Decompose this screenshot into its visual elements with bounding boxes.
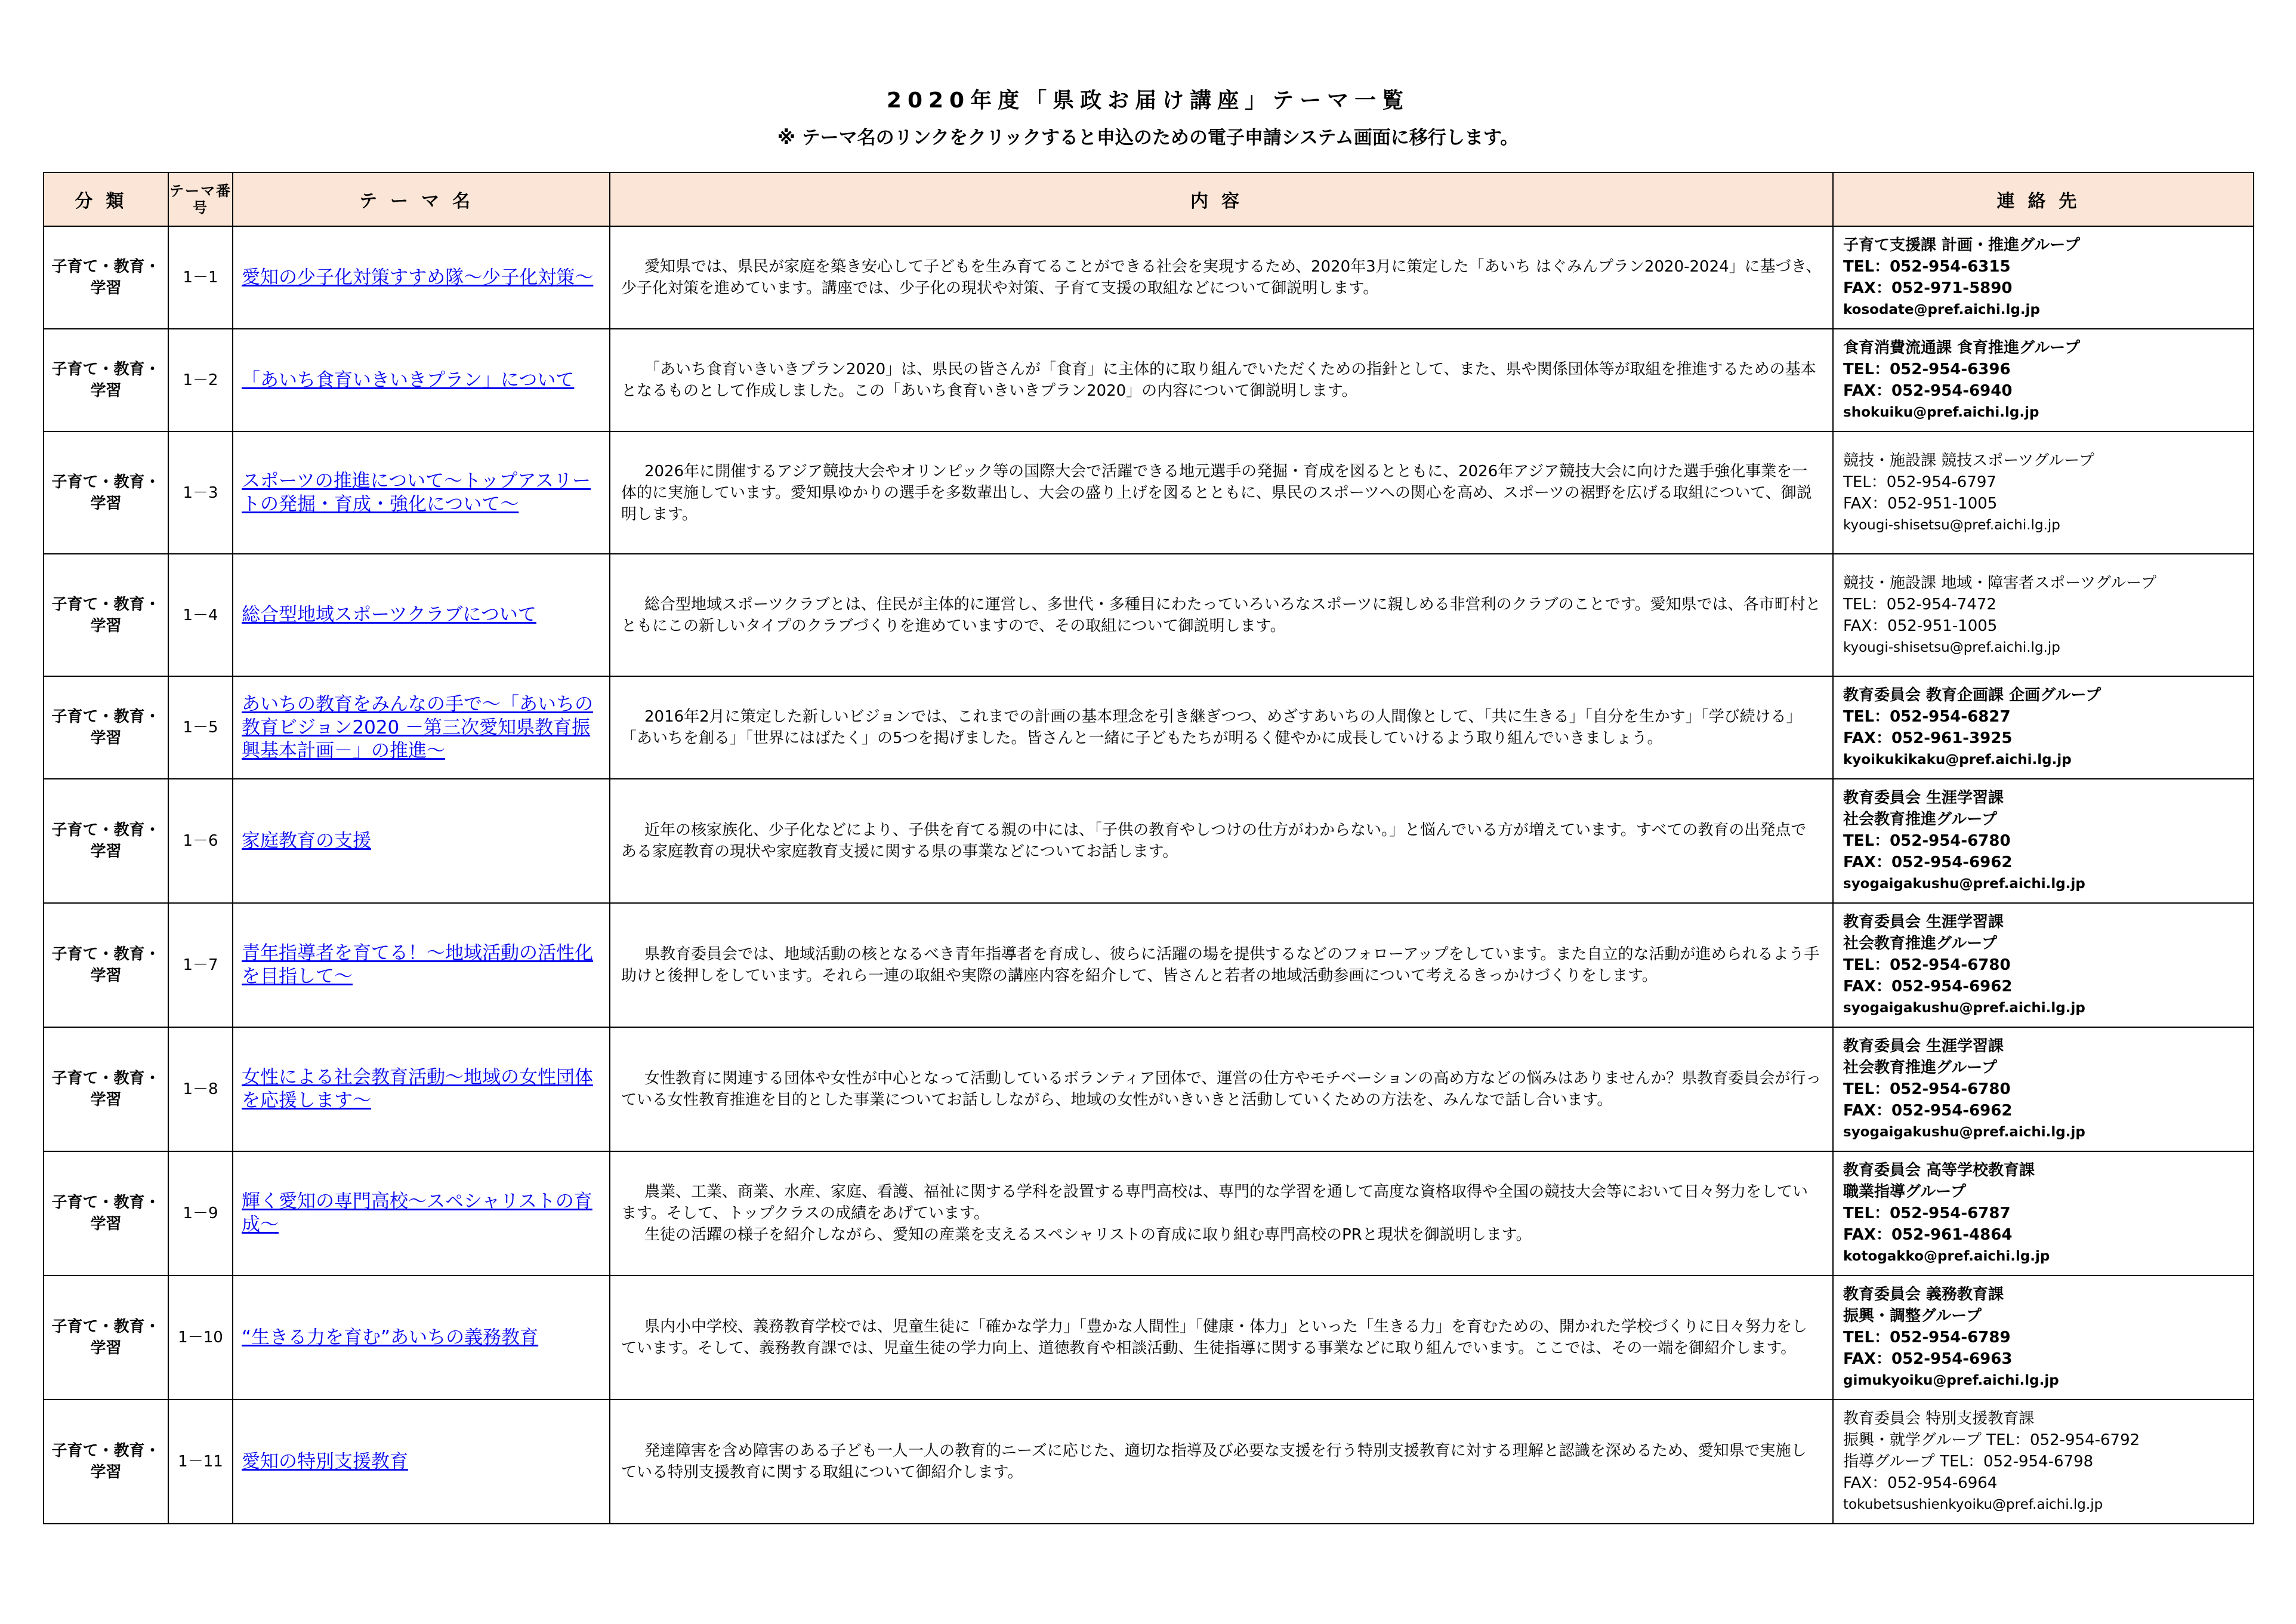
theme-number: 1－8 <box>168 1027 233 1151</box>
contact-email: syogaigakushu@pref.aichi.lg.jp <box>1843 1124 2085 1140</box>
theme-number: 1－1 <box>168 226 233 329</box>
category-cell: 子育て・教育・学習 <box>44 1027 168 1151</box>
header-number: テーマ番号 <box>168 172 233 226</box>
contact-dept: 教育委員会 生涯学習課 <box>1843 789 2004 807</box>
contact-tel: TEL：052-954-7472 <box>1843 595 1996 614</box>
category-cell: 子育て・教育・学習 <box>44 779 168 903</box>
header-theme: テーマ名 <box>233 172 610 226</box>
contact-cell <box>1833 903 2254 1027</box>
page-note: ※ テーマ名のリンクをクリックすると申込のための電子申請システム画面に移行します。 <box>777 127 1519 149</box>
contact-fax: FAX：052-951-1005 <box>1843 617 1998 635</box>
contact-group: 社会教育推進グループ <box>1843 811 1997 828</box>
content-text: 発達障害を含め障害のある子ども一人一人の教育的ニーズに応じた、適切な指導及び必要な支援を行う特別支援教育に対する理解と認識を深めるため、愛知県で実施している特別支援教育に関する取組について御紹介します。 <box>621 1442 1807 1481</box>
theme-cell <box>233 226 610 329</box>
contact-cell <box>1833 226 2254 329</box>
category-cell: 子育て・教育・学習 <box>44 1275 168 1400</box>
theme-number: 1－4 <box>168 554 233 676</box>
theme-link[interactable]: 青年指導者を育てる！～地域活動の活性化を目指して～ <box>242 942 593 987</box>
content-cell <box>610 1151 1833 1275</box>
header-contact: 連絡先 <box>1833 172 2254 226</box>
table-row <box>44 1400 2254 1524</box>
theme-cell <box>233 329 610 432</box>
content-text: 女性教育に関連する団体や女性が中心となって活動しているボランティア団体で、運営の仕方やモチベーションの高め方などの悩みはありませんか？県教育委員会が行っている女性教育推進を目的とした事業についてお話ししながら、地域の女性がいきいきと活動していくための方法を、みんなで話し合います。 <box>621 1070 1822 1109</box>
contact-tel: TEL：052-954-6780 <box>1843 1080 2011 1098</box>
table-row <box>44 1275 2254 1400</box>
theme-link[interactable]: 愛知の少子化対策すすめ隊～少子化対策～ <box>242 266 594 288</box>
content-cell <box>610 226 1833 329</box>
table-row <box>44 432 2254 554</box>
contact-fax: FAX：052-954-6964 <box>1843 1474 1998 1492</box>
theme-cell <box>233 1275 610 1400</box>
theme-cell <box>233 676 610 779</box>
table-header-row <box>44 172 2254 226</box>
category-cell: 子育て・教育・学習 <box>44 1151 168 1275</box>
contact-tel: TEL：052-954-6797 <box>1843 473 1996 491</box>
contact-tel: TEL：052-954-6789 <box>1843 1329 2011 1346</box>
contact-tel: TEL：052-954-6315 <box>1843 258 2011 276</box>
contact-cell <box>1833 554 2254 676</box>
theme-link[interactable]: 女性による社会教育活動～地域の女性団体を応援します～ <box>242 1067 593 1111</box>
contact-fax: FAX：052-954-6963 <box>1843 1350 2013 1368</box>
contact-dept: 教育委員会 教育企画課 企画グループ <box>1843 686 2101 704</box>
header-category: 分類 <box>44 172 168 226</box>
contact-dept: 教育委員会 生涯学習課 <box>1843 1037 2004 1055</box>
theme-number: 1－7 <box>168 903 233 1027</box>
contact-email: kosodate@pref.aichi.lg.jp <box>1843 302 2040 318</box>
contact-email: shokuiku@pref.aichi.lg.jp <box>1843 405 2039 420</box>
content-text: 県教育委員会では、地域活動の核となるべき青年指導者を育成し、彼らに活躍の場を提供するなどのフォローアップをしています。また自立的な活動が進められるよう手助けと後押しをしています。それら一連の取組や実際の講座内容を紹介して、皆さんと若者の地域活動参画について考えるきっかけづくりをします。 <box>621 945 1820 985</box>
contact-dept: 競技・施設課 地域・障害者スポーツグループ <box>1843 574 2156 592</box>
theme-cell <box>233 1151 610 1275</box>
contact-tel: TEL：052-954-6396 <box>1843 360 2011 378</box>
contact-fax: FAX：052-954-6962 <box>1843 1102 2013 1120</box>
theme-link[interactable]: 愛知の特別支援教育 <box>242 1450 408 1472</box>
contact-email: kyoikukikaku@pref.aichi.lg.jp <box>1843 752 2072 768</box>
theme-number: 1－5 <box>168 676 233 779</box>
category-cell: 子育て・教育・学習 <box>44 226 168 329</box>
category-cell: 子育て・教育・学習 <box>44 903 168 1027</box>
contact-dept: 教育委員会 生涯学習課 <box>1843 913 2004 931</box>
contact-fax: FAX：052-954-6962 <box>1843 978 2013 996</box>
table-row <box>44 1027 2254 1151</box>
contact-cell <box>1833 1275 2254 1400</box>
content-text: 「あいち食育いきいきプラン2020」は、県民の皆さんが「食育」に主体的に取り組んでいただくための指針として、また、県や関係団体等が取組を推進するための基本となるものとして作成しました。この「あいち食育いきいきプラン2020」の内容について御説明します。 <box>621 360 1816 400</box>
table-row <box>44 676 2254 779</box>
content-text: 2016年2月に策定した新しいビジョンでは、これまでの計画の基本理念を引き継ぎつつ、めざすあいちの人間像として、「共に生きる」「自分を生かす」「学び続ける」「あいちを創る」「世界にはばたく」の5つを掲げました。皆さんと一緒に子どもたちが明るく健やかに成長していけるよう取り組んでいきましょう。 <box>621 708 1802 747</box>
content-text: 総合型地域スポーツクラブとは、住民が主体的に運営し、多世代・多種目にわたっていろいろなスポーツに親しめる非営利のクラブのことです。愛知県では、各市町村とともにこの新しいタイプのクラブづくりを進めていますので、その取組について御説明します。 <box>621 595 1821 635</box>
contact-group: 社会教育推進グループ <box>1843 935 1997 953</box>
content-cell <box>610 1027 1833 1151</box>
theme-cell <box>233 1027 610 1151</box>
contact-email: syogaigakushu@pref.aichi.lg.jp <box>1843 1000 2085 1016</box>
theme-cell <box>233 432 610 554</box>
content-text-2: 生徒の活躍の様子を紹介しながら、愛知の産業を支えるスペシャリストの育成に取り組む専門高校のPRと現状を御説明します。 <box>644 1226 1532 1244</box>
contact-email: kyougi-shisetsu@pref.aichi.lg.jp <box>1843 639 2060 655</box>
table-row <box>44 779 2254 903</box>
theme-link[interactable]: 総合型地域スポーツクラブについて <box>242 604 536 625</box>
contact-cell <box>1833 1027 2254 1151</box>
contact-dept: 教育委員会 義務教育課 <box>1843 1286 2004 1303</box>
content-text: 農業、工業、商業、水産、家庭、看護、福祉に関する学科を設置する専門高校は、専門的な学習を通して高度な資格取得や全国の競技大会等において日々努力をしています。そして、トップクラスの成績をあげています。 <box>621 1183 1809 1222</box>
theme-number: 1－10 <box>168 1275 233 1400</box>
theme-link[interactable]: あいちの教育をみんなの手で～「あいちの教育ビジョン2020 －第三次愛知県教育振興基本計画－」の推進～ <box>242 693 593 762</box>
table-row <box>44 329 2254 432</box>
contact-dept: 教育委員会 高等学校教育課 <box>1843 1161 2035 1179</box>
contact-tel: TEL：052-954-6780 <box>1843 832 2011 850</box>
contact-tel: TEL：052-954-6827 <box>1843 708 2011 726</box>
contact-tel: 指導グループ TEL：052-954-6798 <box>1843 1453 2094 1471</box>
content-text: 2026年に開催するアジア競技大会やオリンピック等の国際大会で活躍できる地元選手の発掘・育成を図るとともに、2026年アジア競技大会に向けた選手強化事業を一体的に実施しています。愛知県ゆかりの選手を多数輩出し、大会の盛り上げを図るとともに、県民のスポーツへの関心を高め、スポーツの裾野を広げる取組について、御説明します。 <box>621 462 1812 523</box>
contact-cell <box>1833 676 2254 779</box>
contact-fax: FAX：052-954-6962 <box>1843 853 2013 871</box>
theme-number: 1－9 <box>168 1151 233 1275</box>
contact-cell <box>1833 1151 2254 1275</box>
table-row <box>44 903 2254 1027</box>
theme-cell <box>233 779 610 903</box>
theme-link[interactable]: 「あいち食育いきいきプラン」について <box>242 369 575 391</box>
contact-group: 振興・就学グループ TEL：052-954-6792 <box>1843 1431 2140 1449</box>
theme-number: 1－6 <box>168 779 233 903</box>
theme-number: 1－3 <box>168 432 233 554</box>
theme-link[interactable]: “生きる力を育む”あいちの義務教育 <box>242 1326 539 1348</box>
theme-link[interactable]: 輝く愛知の専門高校～スペシャリストの育成～ <box>242 1191 592 1235</box>
theme-number: 1－11 <box>168 1400 233 1524</box>
theme-cell <box>233 903 610 1027</box>
content-cell <box>610 903 1833 1027</box>
category-cell: 子育て・教育・学習 <box>44 676 168 779</box>
contact-cell <box>1833 329 2254 432</box>
category-cell: 子育て・教育・学習 <box>44 1400 168 1524</box>
contact-fax: FAX：052-951-1005 <box>1843 494 1998 513</box>
content-text: 愛知県では、県民が家庭を築き安心して子どもを生み育てることができる社会を実現するため、2020年3月に策定した「あいち はぐみんプラン2020-2024」に基づき、少子化対策を進めています。講座では、少子化の現状や対策、子育て支援の取組などについて御説明します。 <box>621 258 1822 297</box>
content-cell <box>610 1400 1833 1524</box>
contact-email: gimukyoiku@pref.aichi.lg.jp <box>1843 1373 2059 1388</box>
contact-dept: 競技・施設課 競技スポーツグループ <box>1843 451 2094 470</box>
contact-fax: FAX：052-961-3925 <box>1843 729 2013 747</box>
contact-group: 職業指導グループ <box>1843 1183 1966 1201</box>
theme-cell <box>233 1400 610 1524</box>
contact-group: 社会教育推進グループ <box>1843 1059 1997 1077</box>
theme-cell <box>233 554 610 676</box>
content-text: 近年の核家族化、少子化などにより、子供を育てる親の中には、「子供の教育やしつけの仕方がわからない。」と悩んでいる方が増えています。すべての教育の出発点である家庭教育の現状や家庭教育支援に関する県の事業などについてお話します。 <box>621 821 1807 861</box>
theme-link[interactable]: 家庭教育の支援 <box>242 830 371 852</box>
contact-cell <box>1833 1400 2254 1524</box>
content-cell <box>610 432 1833 554</box>
contact-email: kotogakko@pref.aichi.lg.jp <box>1843 1249 2050 1264</box>
contact-fax: FAX：052-971-5890 <box>1843 279 2013 297</box>
contact-cell <box>1833 432 2254 554</box>
category-cell: 子育て・教育・学習 <box>44 329 168 432</box>
contact-dept: 教育委員会 特別支援教育課 <box>1843 1410 2035 1428</box>
table-row <box>44 554 2254 676</box>
header-content: 内容 <box>610 172 1833 226</box>
contact-email: tokubetsushienkyoiku@pref.aichi.lg.jp <box>1843 1497 2103 1512</box>
page-title: 2020年度「県政お届け講座」テーマ一覧 <box>886 88 1410 113</box>
theme-table <box>43 172 2254 1524</box>
theme-number: 1－2 <box>168 329 233 432</box>
category-cell: 子育て・教育・学習 <box>44 554 168 676</box>
contact-tel: TEL：052-954-6787 <box>1843 1204 2011 1222</box>
content-cell <box>610 1275 1833 1400</box>
contact-fax: FAX：052-961-4864 <box>1843 1226 2013 1244</box>
table-row <box>44 226 2254 329</box>
contact-tel: TEL：052-954-6780 <box>1843 956 2011 974</box>
content-text: 県内小中学校、義務教育学校では、児童生徒に「確かな学力」「豊かな人間性」「健康・体力」といった「生きる力」を育むための、開かれた学校づくりに日々努力をしています。そして、義務教育課では、児童生徒の学力向上、道徳教育や相談活動、生徒指導に関する事業などに取り組んでいます。ここでは、その一端を御紹介します。 <box>621 1318 1807 1357</box>
content-cell <box>610 329 1833 432</box>
content-cell <box>610 779 1833 903</box>
contact-dept: 子育て支援課 計画・推進グループ <box>1843 236 2080 254</box>
contact-fax: FAX：052-954-6940 <box>1843 382 2013 400</box>
contact-group: 振興・調整グループ <box>1843 1307 1982 1325</box>
contact-email: syogaigakushu@pref.aichi.lg.jp <box>1843 876 2085 892</box>
content-cell <box>610 554 1833 676</box>
contact-dept: 食育消費流通課 食育推進グループ <box>1843 339 2080 357</box>
contact-cell <box>1833 779 2254 903</box>
theme-link[interactable]: スポーツの推進について～トップアスリートの発掘・育成・強化について～ <box>242 470 591 515</box>
content-cell <box>610 676 1833 779</box>
table-row <box>44 1151 2254 1275</box>
category-cell: 子育て・教育・学習 <box>44 432 168 554</box>
contact-email: kyougi-shisetsu@pref.aichi.lg.jp <box>1843 517 2060 533</box>
